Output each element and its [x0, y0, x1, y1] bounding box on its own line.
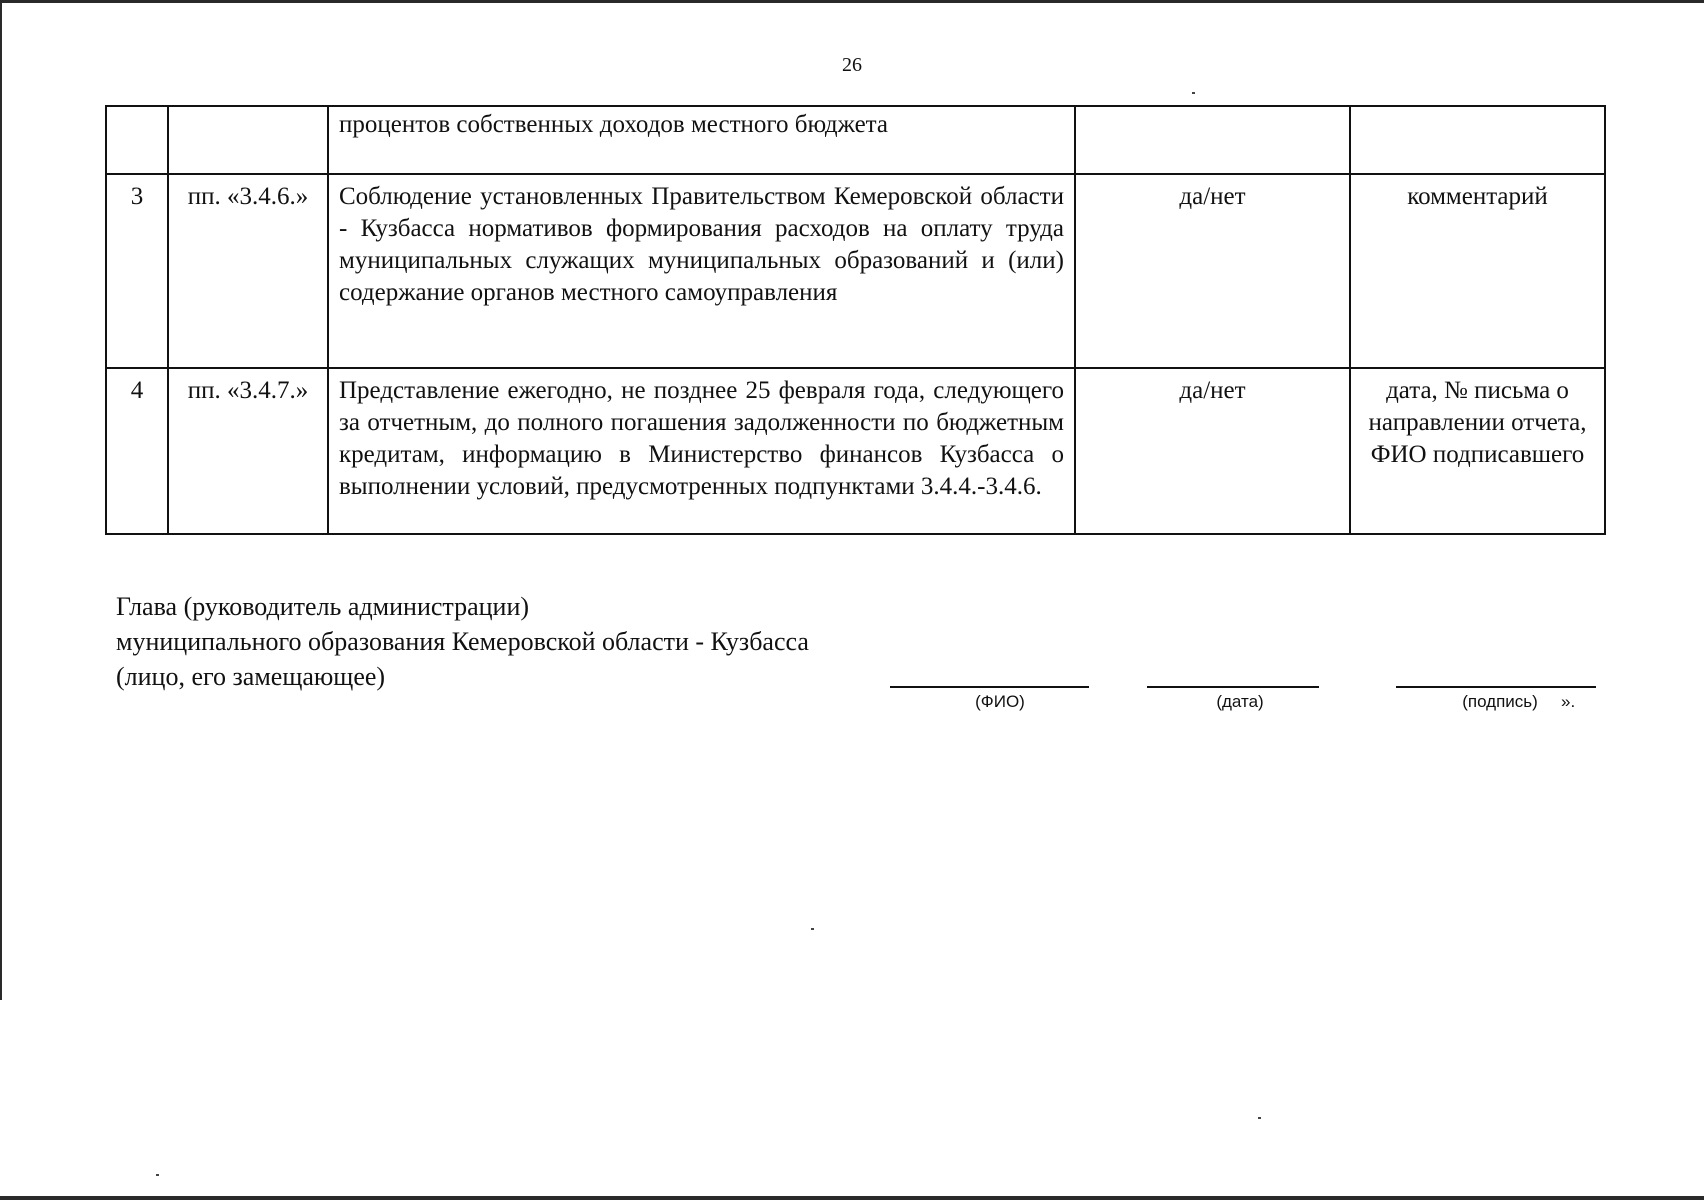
value-cell: да/нет — [1075, 368, 1350, 534]
scan-speck — [156, 1174, 159, 1176]
clause-cell — [168, 106, 328, 174]
table-row — [106, 368, 1605, 534]
page-number: 26 — [842, 54, 862, 76]
note-cell: дата, № письма о направлении отчета, ФИО подписавшего — [1350, 368, 1605, 534]
row-number-cell: 4 — [106, 368, 168, 534]
value-cell: да/нет — [1075, 174, 1350, 368]
description-cell: процентов собственных доходов местного бюджета — [328, 106, 1075, 174]
note-cell — [1350, 106, 1605, 174]
description-cell: Представление ежегодно, не позднее 25 февраля года, следующего за отчетным, до полного погашения задолженности по бюджетным кредитам, информацию в Министерство финансов Кузбасса о выполнении условий, предусмотренных подпунктами 3.4.4.-3.4.6. — [328, 368, 1075, 534]
description-cell: Соблюдение установленных Правительством Кемеровской области - Кузбасса нормативов формирования расходов на оплату труда муниципальных служащих муниципальных образований и (или) содержание органов местного самоуправления — [328, 174, 1075, 368]
signature-line — [1396, 686, 1596, 688]
row-number-cell: 3 — [106, 174, 168, 368]
value-cell — [1075, 106, 1350, 174]
scan-edge-bottom — [0, 1196, 1704, 1200]
closing-quote: ». — [1561, 692, 1576, 711]
signer-title — [116, 589, 809, 694]
scan-speck — [811, 928, 814, 930]
row-number-cell — [106, 106, 168, 174]
clause-cell: пп. «3.4.6.» — [168, 174, 328, 368]
signer-line-2: муниципального образования Кемеровской области - Кузбасса — [116, 627, 809, 656]
signature-label: (подпись) — [1462, 692, 1538, 711]
date-label: (дата) — [1216, 692, 1264, 711]
date-line — [1147, 686, 1319, 688]
scan-edge-left — [0, 0, 2, 1000]
note-cell: комментарий — [1350, 174, 1605, 368]
fio-line — [890, 686, 1089, 688]
signer-line-1: Глава (руководитель администрации) — [116, 592, 530, 621]
fio-label: (ФИО) — [975, 692, 1025, 711]
scan-speck — [1258, 1117, 1261, 1119]
scan-edge-top — [0, 0, 1704, 3]
clause-cell: пп. «3.4.7.» — [168, 368, 328, 534]
table-row — [106, 106, 1605, 174]
scan-speck — [1192, 92, 1195, 94]
table-row — [106, 174, 1605, 368]
requirements-table — [105, 105, 1606, 535]
signer-line-3: (лицо, его замещающее) — [116, 662, 386, 691]
